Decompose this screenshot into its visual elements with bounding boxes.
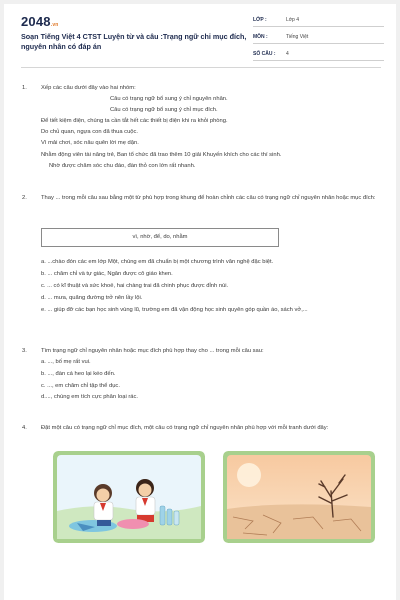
q1-sentence: Nhằm động viên tài năng trẻ, Ban tổ chức đã trao thêm 10 giải Khuyến khích cho các thí sinh. bbox=[41, 152, 282, 158]
worksheet-page bbox=[4, 4, 396, 600]
q1-group-cause: Câu có trạng ngữ bổ sung ý chỉ nguyên nhân. bbox=[110, 96, 228, 102]
q1-sentence: Do chủ quan, ngựa con đã thua cuộc. bbox=[41, 129, 139, 135]
q3-item: b. ..., đàn cá heo lại kéo đến. bbox=[41, 371, 116, 377]
meta-value: Lớp 4 bbox=[286, 17, 300, 23]
q2-item: a. ...chào đón các em lớp Một, chúng em đã chuẩn bị một chương trình văn nghệ đặc biệt. bbox=[41, 259, 274, 265]
q3-item: d...., chúng em tích cực phân loại rác. bbox=[41, 394, 139, 400]
document-title: Soạn Tiếng Việt 4 CTST Luyện từ và câu :Trạng ngữ chỉ mục đích, nguyên nhân có đáp án bbox=[21, 32, 247, 51]
meta-key: SỐ CÂU : bbox=[253, 51, 276, 57]
logo-text: 2048 bbox=[21, 14, 51, 29]
meta-value: Tiếng Việt bbox=[286, 34, 309, 40]
meta-row-subject bbox=[253, 30, 384, 44]
q2-item: c. ... có kĩ thuật và sức khoẻ, hai chàng trai đã chinh phục được đỉnh núi. bbox=[41, 283, 229, 289]
q1-sentence: Nhờ được chăm sóc chu đáo, đàn thỏ con lớn rất nhanh. bbox=[49, 163, 196, 169]
q3-item: c. ..., em chăm chỉ tập thể dục. bbox=[41, 383, 120, 389]
q4-number: 4. bbox=[22, 425, 27, 431]
word-bank-box: vì, nhờ, để, do, nhằm bbox=[41, 228, 279, 247]
q1-sentence: Vì mải chơi, sóc nâu quên lời mẹ dặn. bbox=[41, 140, 139, 146]
q2-item: d. ... mưa, quãng đường trở nên lầy lội. bbox=[41, 295, 143, 301]
meta-key: LỚP : bbox=[253, 17, 267, 23]
illustration-children-cleaning bbox=[53, 451, 205, 543]
q2-item: b. ... chăm chỉ và tự giác, Ngân được cô giáo khen. bbox=[41, 271, 173, 277]
q3-item: a. ..., bố mẹ rất vui. bbox=[41, 359, 91, 365]
site-logo[interactable] bbox=[21, 14, 59, 29]
q3-number: 3. bbox=[22, 348, 27, 354]
q3-prompt: Tìm trạng ngữ chỉ nguyên nhân hoặc mục đích phù hợp thay cho ... trong mỗi câu sau: bbox=[41, 348, 264, 354]
q2-item: e. ... giúp đỡ các bạn học sinh vùng lũ, trường em đã vận động học sinh quyên góp quần áo, sách vở,... bbox=[41, 307, 308, 313]
q2-prompt: Thay ... trong mỗi câu sau bằng một từ phù hợp trong khung để hoàn chỉnh các câu có trạng ngữ chỉ nguyên nhân hoặc mục đích: bbox=[41, 195, 376, 201]
meta-panel bbox=[253, 13, 384, 64]
q2-number: 2. bbox=[22, 195, 27, 201]
meta-key: MÔN : bbox=[253, 34, 268, 40]
illustration-drought bbox=[223, 451, 375, 543]
header bbox=[4, 4, 396, 66]
q1-sentence: Để tiết kiệm điện, chúng ta cần tắt hết các thiết bị điện khi ra khỏi phòng. bbox=[41, 118, 228, 124]
meta-row-count bbox=[253, 47, 384, 61]
meta-row-grade bbox=[253, 13, 384, 27]
q1-prompt: Xếp các câu dưới đây vào hai nhóm: bbox=[41, 85, 136, 91]
meta-value: 4 bbox=[286, 51, 289, 57]
header-divider bbox=[21, 67, 381, 68]
q4-prompt: Đặt một câu có trạng ngữ chỉ mục đích, một câu có trạng ngữ chỉ nguyên nhân phù hợp với mỗi tranh dưới đây: bbox=[41, 425, 329, 431]
q1-group-purpose: Câu có trạng ngữ bổ sung ý chỉ mục đích. bbox=[110, 107, 218, 113]
logo-tld: .vn bbox=[50, 22, 59, 28]
q1-number: 1. bbox=[22, 85, 27, 91]
